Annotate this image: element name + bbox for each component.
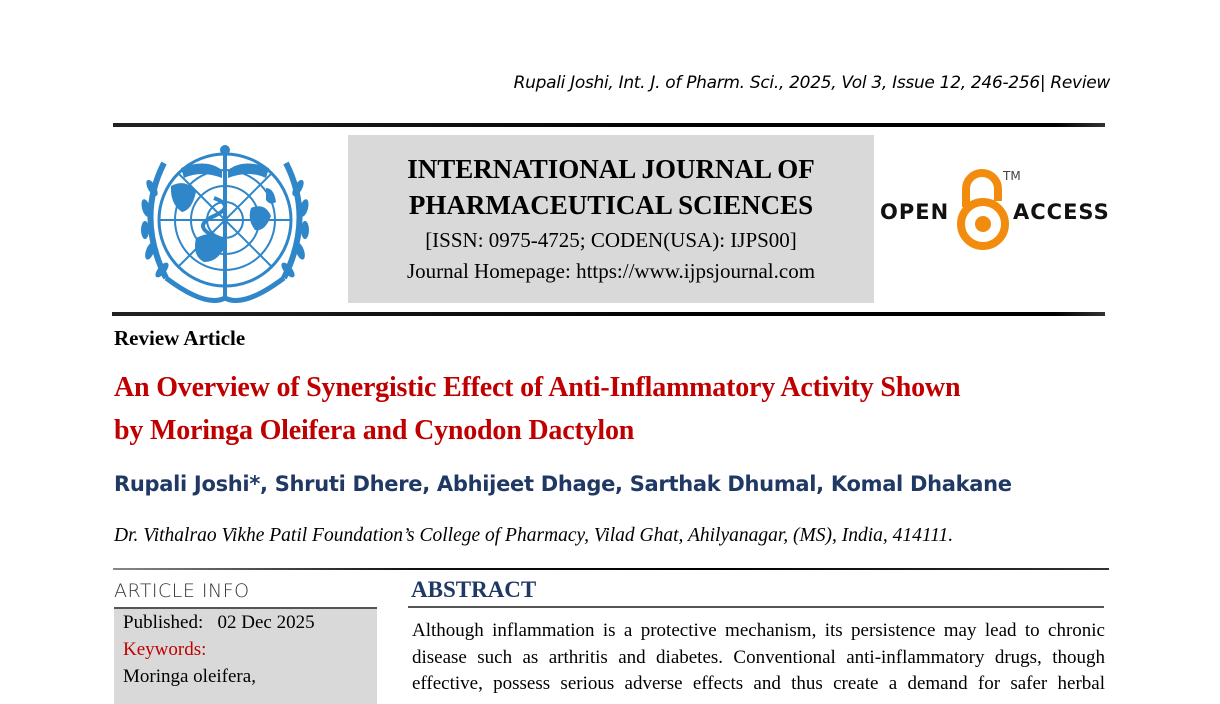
- open-access-open-label: OPEN: [880, 200, 950, 224]
- published-label: Published:: [123, 612, 204, 633]
- trademark-label: TM: [1003, 169, 1021, 183]
- abstract-line: disease such as arthritis and diabetes. Conventional anti-inflammatory drugs, though: [412, 646, 1105, 668]
- header-bottom-rule: [112, 312, 1105, 316]
- article-title-line2: by Moringa Oleifera and Cynodon Dactylon: [114, 415, 635, 446]
- abstract-rule: [408, 606, 1104, 608]
- section-divider: [113, 568, 1109, 570]
- article-title-line1: An Overview of Synergistic Effect of Anti-Inflammatory Activity Shown: [114, 372, 961, 403]
- open-access-access-label: ACCESS: [1013, 200, 1110, 224]
- published-date: 02 Dec 2025: [217, 612, 315, 633]
- journal-issn: [ISSN: 0975-4725; CODEN(USA): IJPS00]: [425, 228, 797, 252]
- running-head: Rupali Joshi, Int. J. of Pharm. Sci., 2025, Vol 3, Issue 12, 246-256| Review: [513, 73, 1110, 93]
- journal-emblem-icon: [126, 138, 324, 306]
- author-affiliation: Dr. Vithalrao Vikhe Patil Foundation’s College of Pharmacy, Vilad Ghat, Ahilyanagar, (MS), India, 414111.: [114, 525, 954, 546]
- author-list: Rupali Joshi*, Shruti Dhere, Abhijeet Dhage, Sarthak Dhumal, Komal Dhakane: [114, 472, 1012, 496]
- article-info-box: [114, 607, 377, 704]
- published-row: [123, 612, 315, 634]
- article-type: Review Article: [114, 326, 246, 350]
- abstract-line: effective, possess serious adverse effects and thus create a demand for safer herbal: [412, 673, 1105, 694]
- keywords-label: Keywords:: [123, 639, 207, 660]
- abstract-line: Although inflammation is a protective mechanism, its persistence may lead to chronic: [412, 620, 1105, 641]
- journal-masthead: [348, 135, 874, 303]
- journal-title-line1: INTERNATIONAL JOURNAL OF: [407, 154, 815, 184]
- abstract-body: [412, 618, 1105, 698]
- abstract-heading: ABSTRACT: [411, 577, 537, 602]
- journal-title-line2: PHARMACEUTICAL SCIENCES: [408, 190, 814, 220]
- header-top-rule: [113, 123, 1105, 127]
- journal-homepage: Journal Homepage: https://www.ijpsjournal.com: [406, 259, 816, 283]
- keyword-item: Moringa oleifera,: [123, 666, 256, 687]
- article-info-heading: ARTICLE INFO: [114, 580, 250, 602]
- open-access-logo: [880, 165, 1110, 255]
- article-title: [114, 366, 1114, 452]
